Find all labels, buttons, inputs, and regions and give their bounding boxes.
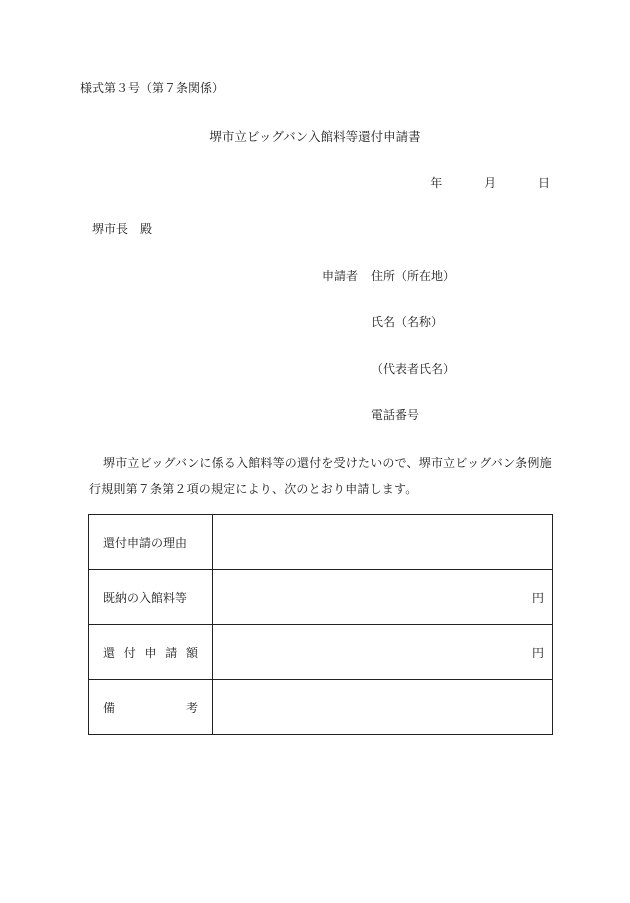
reason-value-cell[interactable] bbox=[213, 515, 553, 570]
label-char: 額 bbox=[185, 645, 198, 660]
applicant-name-field: 氏名（名称） bbox=[371, 315, 444, 329]
form-number: 様式第３号（第７条関係） bbox=[80, 81, 225, 95]
table-row-paid-fee bbox=[89, 570, 553, 625]
label-char: 請 bbox=[165, 645, 178, 660]
applicant-address-field: 住所（所在地） bbox=[371, 269, 456, 283]
label-char: 備 bbox=[103, 700, 116, 715]
date-year-label: 年 bbox=[430, 176, 443, 190]
applicant-role-label: 申請者 bbox=[322, 269, 359, 283]
date-day-label: 日 bbox=[537, 176, 550, 190]
table-row-refund-amount bbox=[89, 625, 553, 680]
spread-label bbox=[103, 699, 198, 716]
row-label-refund-amount bbox=[89, 625, 213, 680]
row-label-remarks bbox=[89, 680, 213, 735]
application-table bbox=[88, 514, 553, 735]
label-char: 付 bbox=[123, 645, 136, 660]
row-label-paid-fee bbox=[89, 570, 213, 625]
date-month-label: 月 bbox=[484, 176, 497, 190]
row-label-text: 還付申請の理由 bbox=[103, 535, 188, 550]
row-label-text: 既納の入館料等 bbox=[103, 590, 188, 605]
applicant-representative-field: （代表者氏名） bbox=[371, 362, 456, 376]
spread-label bbox=[103, 644, 198, 661]
addressee: 堺市長 殿 bbox=[92, 222, 153, 236]
row-label-reason bbox=[89, 515, 213, 570]
label-char: 考 bbox=[185, 700, 198, 715]
remarks-value-cell[interactable] bbox=[213, 680, 553, 735]
paid-fee-value-cell[interactable]: 円 bbox=[213, 570, 553, 625]
page-title: 堺市立ビッグバン入館料等還付申請書 bbox=[209, 129, 421, 144]
table-row-remarks bbox=[89, 680, 553, 735]
date-line bbox=[410, 174, 550, 191]
label-char: 還 bbox=[103, 645, 116, 660]
applicant-phone-field: 電話番号 bbox=[371, 408, 420, 422]
body-text: 堺市立ビッグバンに係る入館料等の還付を受けたいので、堺市立ビッグバン条例施行規則第７条第２項の規定により、次のとおり申請します。 bbox=[89, 456, 552, 496]
refund-amount-value-cell[interactable]: 円 bbox=[213, 625, 553, 680]
table-row-reason bbox=[89, 515, 553, 570]
label-char: 申 bbox=[144, 645, 157, 660]
